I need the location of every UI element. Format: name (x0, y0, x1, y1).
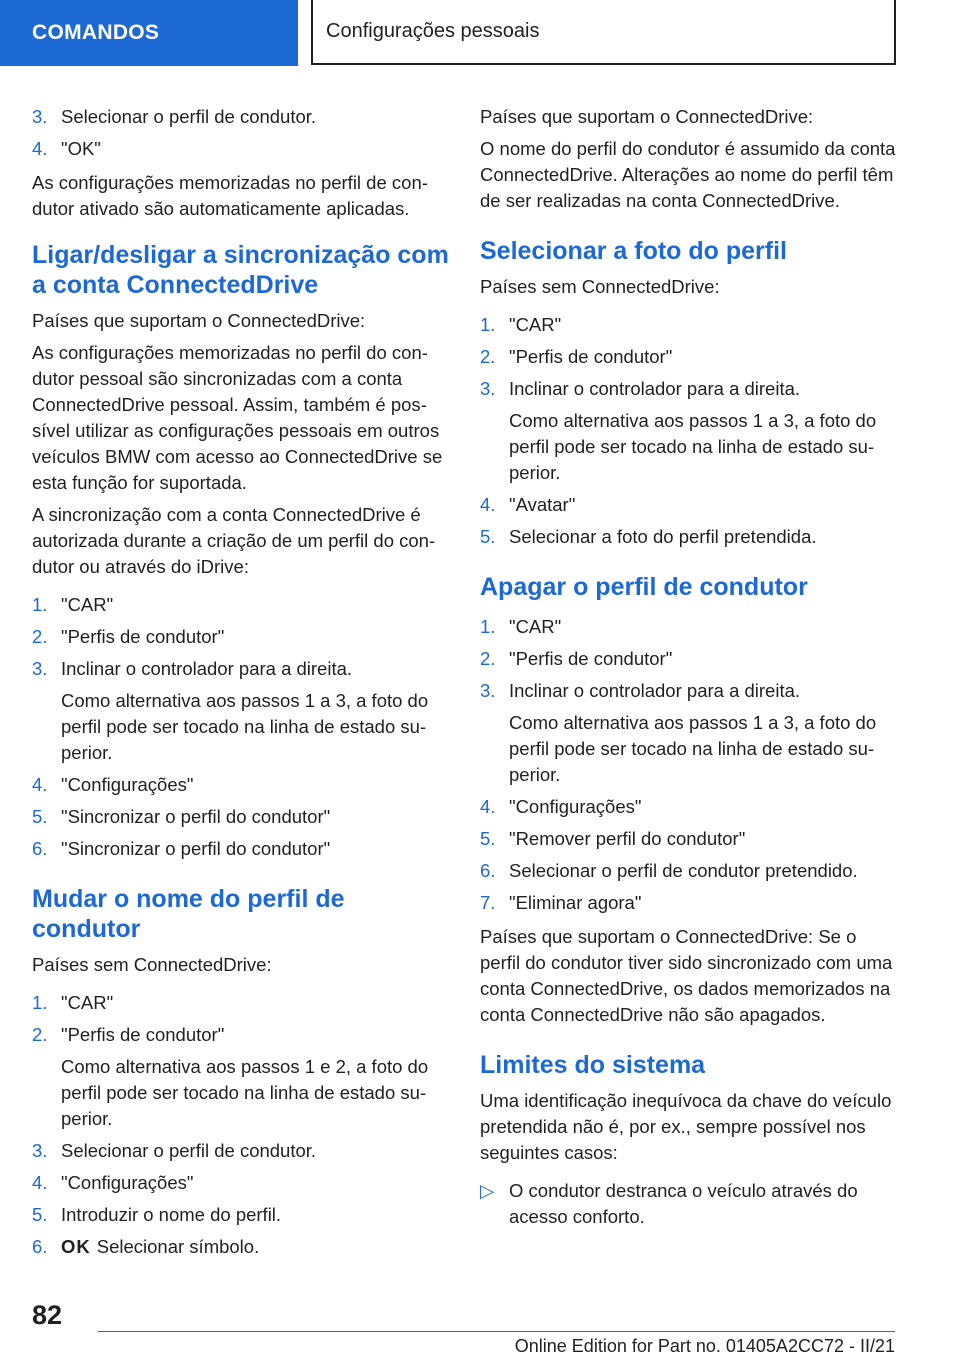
list-item: ▷ O condutor destranca o veículo através do acesso conforto. (480, 1180, 858, 1227)
limits-bullets (480, 1178, 900, 1230)
sync-steps (32, 592, 452, 862)
list-item: 1. "CAR" (32, 992, 114, 1013)
section-heading: Limites do sistema (480, 1051, 706, 1079)
list-item: 4. "Configurações" (480, 796, 642, 817)
right-column (480, 100, 900, 1238)
list-item: 5. Selecionar a foto do perfil pretendida. (480, 526, 817, 547)
list-item: 3. Inclinar o controlador para a direita. Como alternativa aos passos 1 a 3, a foto do perfil pode ser tocado na linha de estado superior. (480, 680, 877, 785)
section-heading: Selecionar a foto do perfil (480, 237, 787, 265)
list-item: 4. "Configurações" (32, 774, 194, 795)
paragraph: Países que suportam o ConnectedDrive: Se o perfil do condutor tiver sido sincronizado com uma conta ConnectedDrive, os dados memorizados na conta ConnectedDrive não são apagados. (480, 926, 893, 1025)
paragraph: Países que suportam o ConnectedDrive: (32, 310, 366, 331)
list-item: 3. Selecionar o perfil de condutor. (32, 1140, 317, 1161)
list-item: 4. "Avatar" (480, 494, 576, 515)
paragraph: As configurações memorizadas no perfil de condutor ativado são automaticamente aplicadas. (32, 172, 428, 219)
list-item: 4. "Configurações" (32, 1172, 194, 1193)
section-heading: Ligar/desligar a sincronização com a conta ConnectedDrive (32, 241, 449, 299)
list-item: 5. "Remover perfil do condutor" (480, 828, 746, 849)
triangle-bullet-icon: ▷ (480, 1180, 495, 1201)
section-heading: Apagar o perfil de condutor (480, 573, 808, 601)
paragraph: As configurações memorizadas no perfil do condutor pessoal são sincronizadas com a conta ConnectedDrive pessoal. Assim, também é possível utilizar as configurações pessoais em outros veículos BMW com acesso ao ConnectedDrive se esta função for suportada. (32, 342, 443, 493)
paragraph: Uma identificação inequívoca da chave do veículo pretendida não é, por ex., sempre possível nos seguintes casos: (480, 1090, 892, 1163)
intro-steps (32, 104, 452, 162)
paragraph: Países sem ConnectedDrive: (32, 954, 272, 975)
list-item: 2. "Perfis de condutor" Como alternativa aos passos 1 e 2, a foto do perfil pode ser tocado na linha de estado superior. (32, 1024, 429, 1129)
list-item: 6. Selecionar o perfil de condutor pretendido. (480, 860, 858, 881)
photo-steps (480, 312, 900, 550)
paragraph: Países que suportam o ConnectedDrive: (480, 106, 814, 127)
left-column (32, 100, 452, 1268)
section-title: COMANDOS (32, 21, 160, 44)
list-item: 3. Inclinar o controlador para a direita. Como alternativa aos passos 1 a 3, a foto do perfil pode ser tocado na linha de estado superior. (32, 658, 429, 763)
list-item: 5. Introduzir o nome do perfil. (32, 1204, 282, 1225)
list-item: 1. "CAR" (480, 616, 562, 637)
list-item: 7. "Eliminar agora" (480, 892, 642, 913)
footer-edition: Online Edition for Part no. 01405A2CC72 - II/21 (514, 1336, 895, 1356)
chapter-title: Configurações pessoais (326, 20, 540, 42)
rename-steps (32, 990, 452, 1260)
page-number: 82 (32, 1300, 63, 1330)
list-item: 6. "Sincronizar o perfil do condutor" (32, 838, 331, 859)
list-item: 5. "Sincronizar o perfil do condutor" (32, 806, 331, 827)
chapter-header (311, 0, 896, 65)
footer-divider (98, 1331, 895, 1332)
section-tab (0, 0, 298, 66)
list-item: 2. "Perfis de condutor" (480, 346, 673, 367)
paragraph: A sincronização com a conta ConnectedDrive é autorizada durante a criação de um perfil do condutor ou através do iDrive: (32, 504, 436, 577)
list-item: 4. "OK" (32, 138, 101, 159)
list-item: 3. Inclinar o controlador para a direita. Como alternativa aos passos 1 a 3, a foto do perfil pode ser tocado na linha de estado superior. (480, 378, 877, 483)
paragraph: Países sem ConnectedDrive: (480, 276, 720, 297)
list-item: 1. "CAR" (480, 314, 562, 335)
list-item: 3. Selecionar o perfil de condutor. (32, 106, 317, 127)
delete-steps (480, 614, 900, 916)
ok-icon: OK (61, 1236, 91, 1257)
list-item: 1. "CAR" (32, 594, 114, 615)
section-heading: Mudar o nome do perfil de condutor (32, 885, 345, 943)
paragraph: O nome do perfil do condutor é assumido da conta ConnectedDrive. Alterações ao nome do perfil têm de ser realizadas na conta ConnectedDrive. (480, 138, 896, 211)
list-item: 2. "Perfis de condutor" (32, 626, 225, 647)
list-item: 2. "Perfis de condutor" (480, 648, 673, 669)
list-item: 6. OK Selecionar símbolo. (32, 1234, 452, 1260)
